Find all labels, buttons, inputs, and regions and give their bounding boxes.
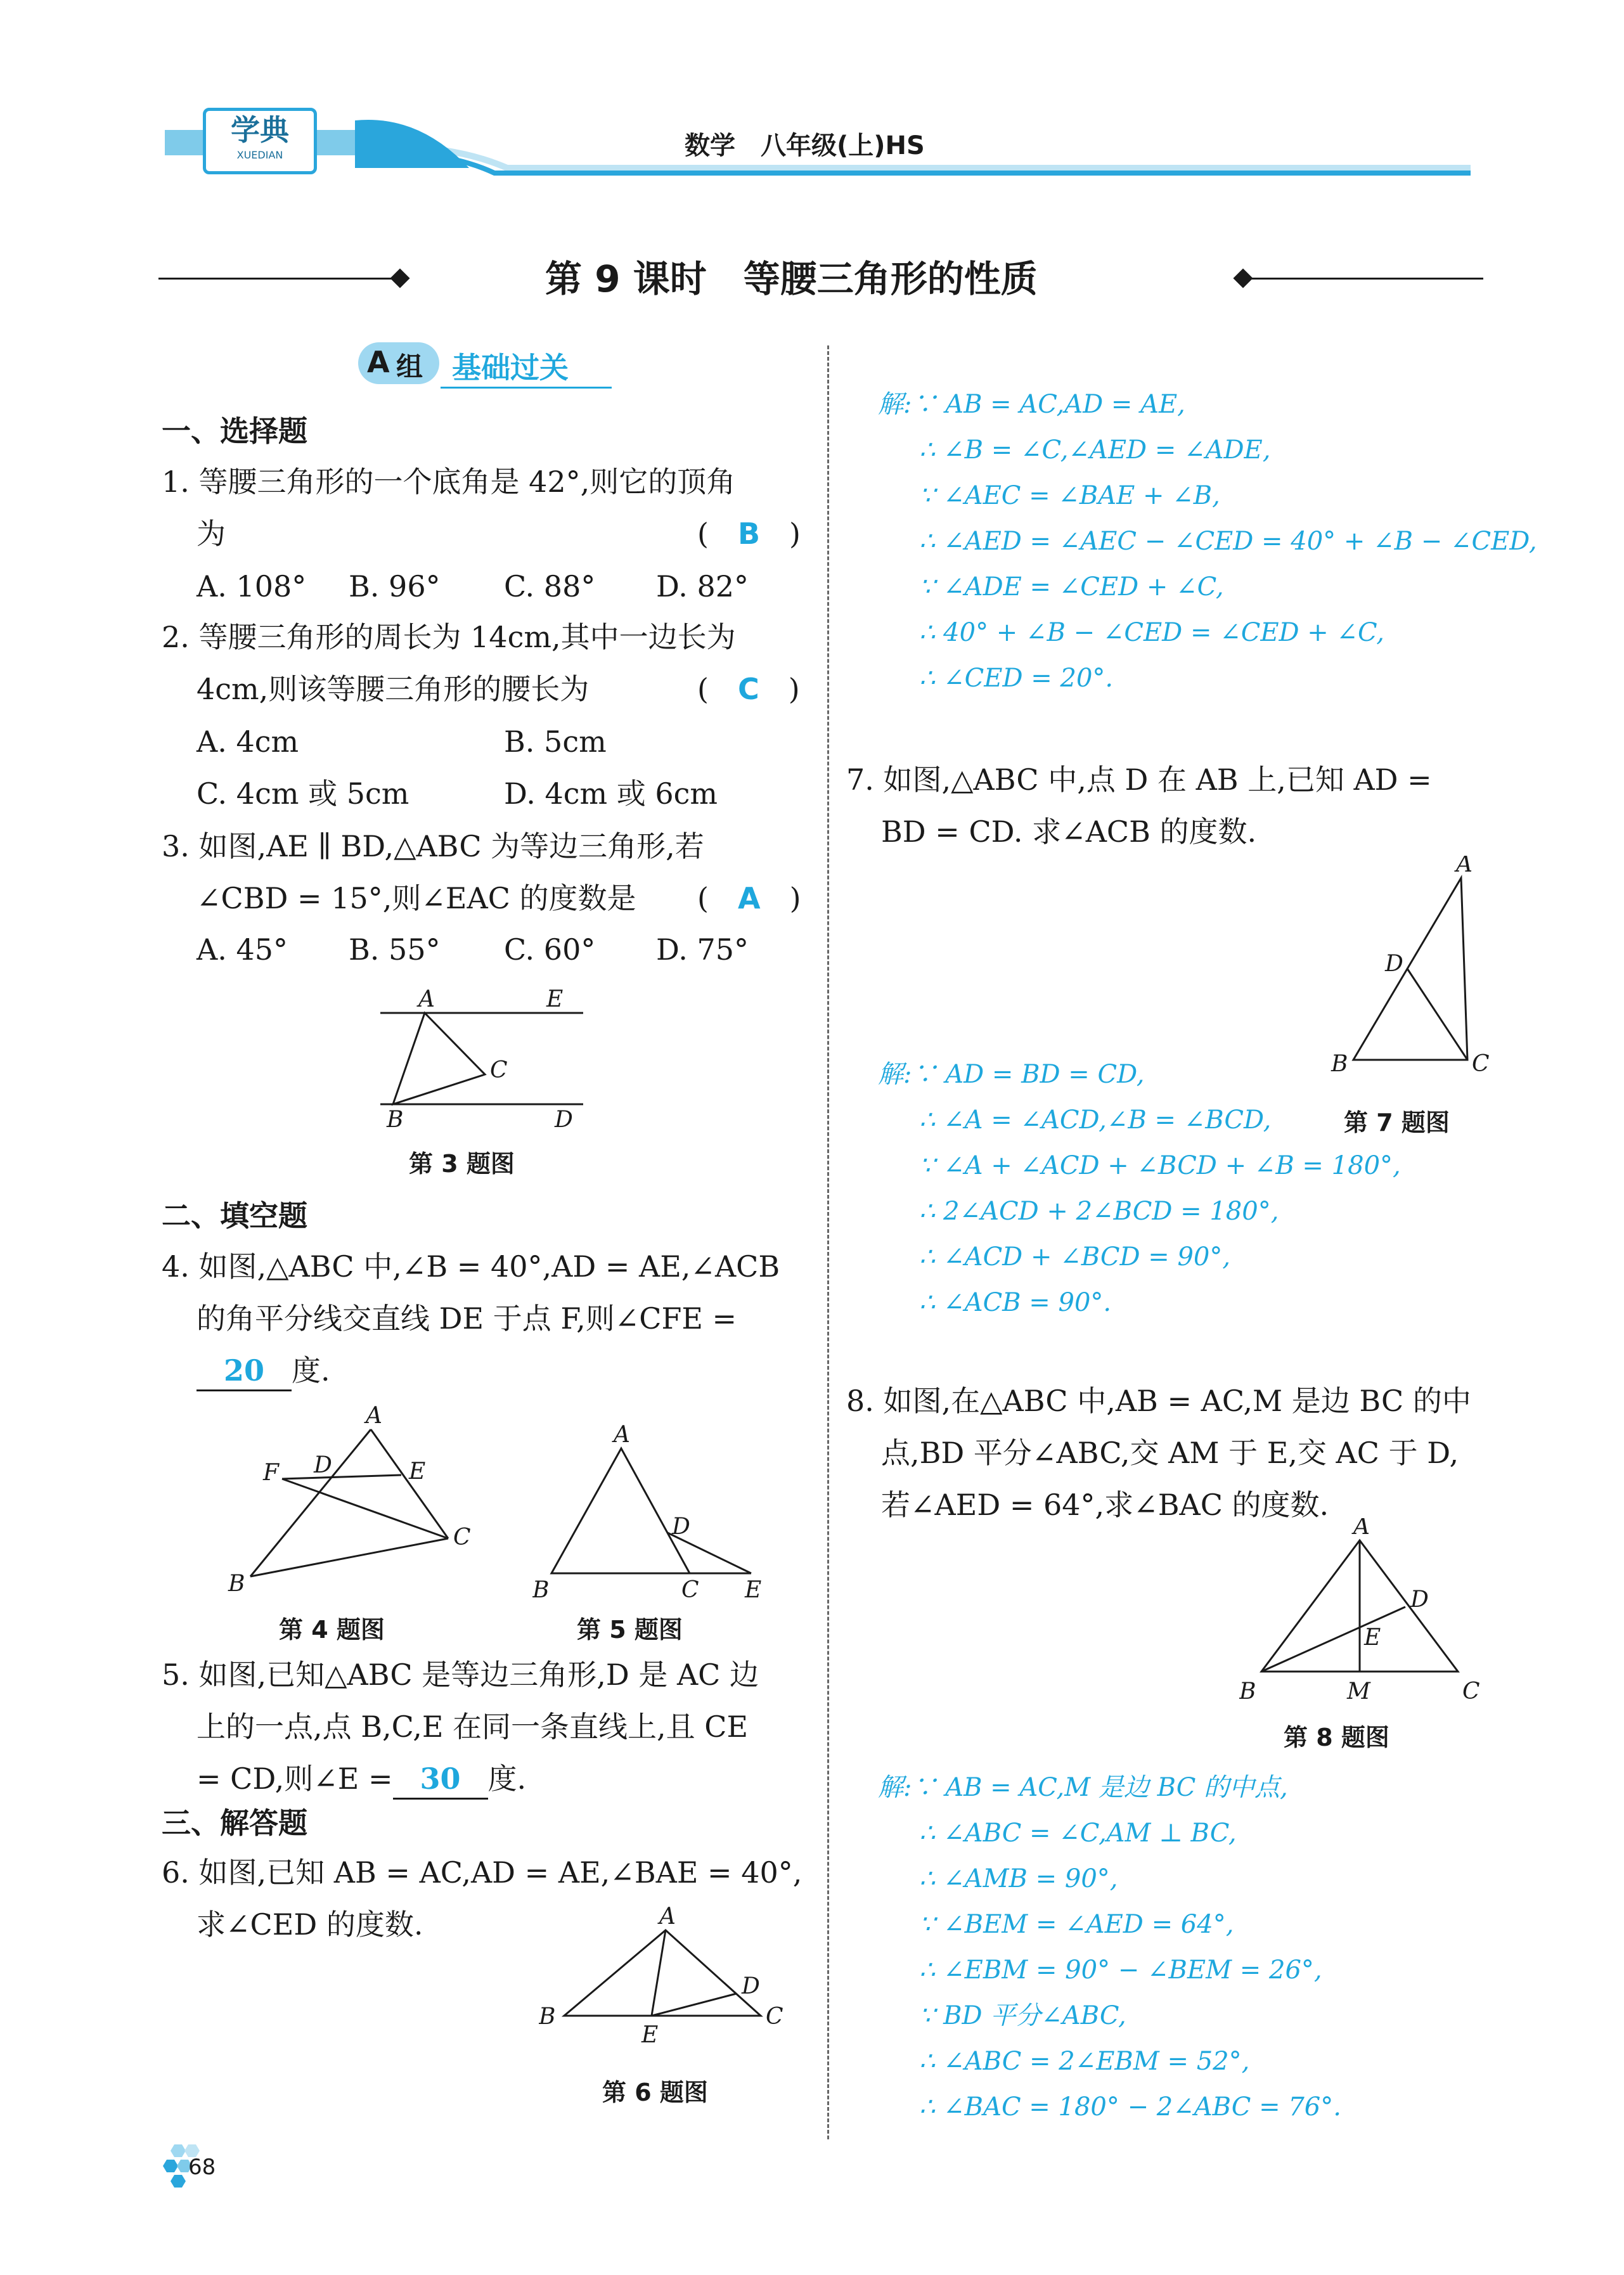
diamond-icon <box>390 268 409 288</box>
label-b: B <box>539 2004 556 2030</box>
lesson-title-bar <box>158 254 1483 304</box>
solution-line: ∵ BD 平分∠ABC, <box>919 2001 1126 2030</box>
q1-answer: B <box>737 517 761 551</box>
q6-line2: 求∠CED 的度数. <box>197 1907 423 1942</box>
q8-line3: 若∠AED = 64°,求∠BAC 的度数. <box>881 1488 1329 1522</box>
solution-line: ∵ ∠BEM = ∠AED = 64°, <box>919 1910 1234 1939</box>
q7-line2: BD = CD. 求∠ACB 的度数. <box>881 815 1257 849</box>
label-d: D <box>1385 951 1403 977</box>
q1-line1: 1. 等腰三角形的一个底角是 42°,则它的顶角 <box>162 465 736 499</box>
q2-option-a: A. 4cm <box>197 725 299 759</box>
q3-answer-bracket: ( A ) <box>697 881 801 915</box>
label-a: A <box>659 1904 676 1930</box>
q7-line1: 7. 如图,△ABC 中,点 D 在 AB 上,已知 AD = <box>846 763 1432 797</box>
label-e: E <box>641 2022 659 2047</box>
q4-line1: 4. 如图,△ABC 中,∠B = 40°,AD = AE,∠ACB <box>162 1249 780 1284</box>
figure-q4 <box>225 1404 491 1594</box>
label-e: E <box>745 1577 762 1597</box>
q2-answer-bracket: ( C ) <box>697 672 800 706</box>
q3-option-a: A. 45° <box>197 932 288 967</box>
solution-line: 解:∵ AB = AC,M 是边 BC 的中点, <box>878 1773 1288 1802</box>
label-b: B <box>387 1107 404 1128</box>
section-solve: 三、解答题 <box>162 1806 307 1840</box>
solution-line: ∴ 2∠ACD + 2∠BCD = 180°, <box>919 1197 1279 1226</box>
figure-q6 <box>539 1902 792 2047</box>
q3-line1: 3. 如图,AE ∥ BD,△ABC 为等边三角形,若 <box>162 829 704 863</box>
q5-suffix: 度. <box>487 1762 527 1796</box>
label-d: D <box>672 1514 690 1540</box>
q3-caption: 第 3 题图 <box>409 1150 515 1178</box>
logo-badge <box>203 108 317 174</box>
q3-line2: ∠CBD = 15°,则∠EAC 的度数是 <box>197 881 636 915</box>
group-underline <box>441 387 612 389</box>
q1-option-a: A. 108° <box>197 569 307 603</box>
solution-line: ∴ ∠B = ∠C,∠AED = ∠ADE, <box>919 435 1271 465</box>
figure-q3 <box>374 983 590 1128</box>
q8-line1: 8. 如图,在△ABC 中,AB = AC,M 是边 BC 的中 <box>846 1384 1471 1418</box>
logo-subtext: XUEDIAN <box>236 149 283 161</box>
column-divider <box>827 345 829 2139</box>
q2-option-b: B. 5cm <box>504 725 607 759</box>
q1-line2: 为 <box>197 517 226 551</box>
label-a: A <box>1456 856 1473 877</box>
q2-line2: 4cm,则该等腰三角形的腰长为 <box>197 672 590 706</box>
solution-line: ∴ ∠ABC = 2∠EBM = 52°, <box>919 2047 1250 2076</box>
label-c: C <box>1472 1051 1490 1077</box>
q4-caption: 第 4 题图 <box>279 1616 385 1644</box>
q8-caption: 第 8 题图 <box>1284 1724 1389 1751</box>
q8-line2: 点,BD 平分∠ABC,交 AM 于 E,交 AC 于 D, <box>881 1436 1459 1470</box>
label-f: F <box>263 1460 279 1486</box>
figure-q5 <box>532 1414 786 1597</box>
label-c: C <box>1462 1679 1480 1705</box>
solution-line: ∴ ∠AED = ∠AEC − ∠CED = 40° + ∠B − ∠CED, <box>919 527 1537 556</box>
page-header <box>0 0 1624 190</box>
q2-option-c: C. 4cm 或 5cm <box>197 777 409 811</box>
solution-line: ∴ ∠ACB = 90°. <box>919 1288 1112 1317</box>
q5-answer: 30 <box>393 1760 488 1800</box>
q5-line3-row <box>197 1760 526 1800</box>
group-badge <box>358 342 439 384</box>
q3-option-c: C. 60° <box>504 932 596 967</box>
solution-line: ∵ ∠AEC = ∠BAE + ∠B, <box>919 481 1220 510</box>
q2-line1: 2. 等腰三角形的周长为 14cm,其中一边长为 <box>162 620 736 654</box>
q3-answer: A <box>737 881 761 915</box>
q4-suffix: 度. <box>292 1353 330 1388</box>
q4-answer-line <box>197 1351 330 1391</box>
q4-line2: 的角平分线交直线 DE 于点 F,则∠CFE = <box>197 1301 737 1336</box>
solution-line: ∴ ∠ABC = ∠C,AM ⊥ BC, <box>919 1819 1237 1848</box>
solution-line: ∵ ∠ADE = ∠CED + ∠C, <box>919 572 1224 602</box>
q1-option-b: B. 96° <box>349 569 441 603</box>
q6-caption: 第 6 题图 <box>602 2078 708 2106</box>
solution-line: ∴ ∠A = ∠ACD,∠B = ∠BCD, <box>919 1105 1272 1135</box>
solution-line: 解:∵ AD = BD = CD, <box>878 1060 1145 1089</box>
solution-line: ∴ ∠AMB = 90°, <box>919 1864 1118 1893</box>
group-name: 基础过关 <box>452 351 569 385</box>
solution-line: ∴ 40° + ∠B − ∠CED = ∠CED + ∠C, <box>919 618 1384 647</box>
solution-line: ∴ ∠CED = 20°. <box>919 664 1114 693</box>
q1-answer-bracket: ( B ) <box>697 517 801 551</box>
label-e: E <box>409 1459 426 1485</box>
label-d: D <box>1410 1587 1429 1613</box>
q5-line3: = CD,则∠E = <box>197 1762 393 1796</box>
group-badge-suffix: 组 <box>396 351 423 382</box>
label-a: A <box>418 986 435 1012</box>
solution-line: ∴ ∠EBM = 90° − ∠BEM = 26°, <box>919 1956 1322 1985</box>
section-fill: 二、填空题 <box>162 1199 307 1233</box>
label-b: B <box>1239 1679 1256 1705</box>
solution-line: ∵ ∠A + ∠ACD + ∠BCD + ∠B = 180°, <box>919 1151 1401 1180</box>
q1-option-d: D. 82° <box>656 569 749 603</box>
label-b: B <box>532 1577 550 1597</box>
page-footer <box>162 2139 288 2196</box>
solution-line: ∴ ∠ACD + ∠BCD = 90°, <box>919 1242 1231 1272</box>
label-c: C <box>681 1577 699 1597</box>
q5-caption: 第 5 题图 <box>577 1616 683 1644</box>
label-d: D <box>314 1452 332 1478</box>
subject-grade: 数学 八年级(上)HS <box>685 131 925 160</box>
group-badge-letter: A <box>367 345 390 379</box>
label-e: E <box>1364 1625 1381 1651</box>
title-rule-left <box>158 278 399 280</box>
label-m: M <box>1347 1679 1370 1705</box>
label-b: B <box>228 1571 245 1594</box>
group-heading <box>358 342 612 390</box>
label-b: B <box>1331 1051 1348 1077</box>
label-d: D <box>742 1973 760 1999</box>
q3-option-d: D. 75° <box>656 932 749 967</box>
solution-line: ∴ ∠BAC = 180° − 2∠ABC = 76°. <box>919 2092 1341 2122</box>
q5-line2: 上的一点,点 B,C,E 在同一条直线上,且 CE <box>197 1710 749 1744</box>
q7-caption: 第 7 题图 <box>1344 1109 1450 1137</box>
q2-answer: C <box>737 672 759 706</box>
q5-line1: 5. 如图,已知△ABC 是等边三角形,D 是 AC 边 <box>162 1658 759 1692</box>
figure-q7 <box>1325 856 1509 1097</box>
figure-q8 <box>1239 1518 1493 1708</box>
label-c: C <box>453 1524 471 1550</box>
label-c: C <box>490 1057 508 1083</box>
q1-option-c: C. 88° <box>504 569 596 603</box>
q6-line1: 6. 如图,已知 AB = AC,AD = AE,∠BAE = 40°, <box>162 1855 802 1890</box>
q4-answer: 20 <box>197 1351 292 1391</box>
q3-option-b: B. 55° <box>349 932 441 967</box>
label-c: C <box>766 2004 783 2030</box>
lesson-title: 第 9 课时 等腰三角形的性质 <box>545 257 1038 300</box>
label-d: D <box>555 1107 573 1128</box>
solution-line: 解:∵ AB = AC,AD = AE, <box>878 390 1185 419</box>
page-number: 68 <box>188 2155 216 2180</box>
label-a: A <box>1353 1518 1370 1540</box>
title-rule-right <box>1244 278 1483 280</box>
section-choice: 一、选择题 <box>162 414 307 448</box>
label-a: A <box>366 1404 382 1429</box>
logo-text: 学典 <box>231 113 289 147</box>
label-a: A <box>614 1422 630 1448</box>
q2-option-d: D. 4cm 或 6cm <box>504 777 718 811</box>
label-e: E <box>546 986 564 1012</box>
